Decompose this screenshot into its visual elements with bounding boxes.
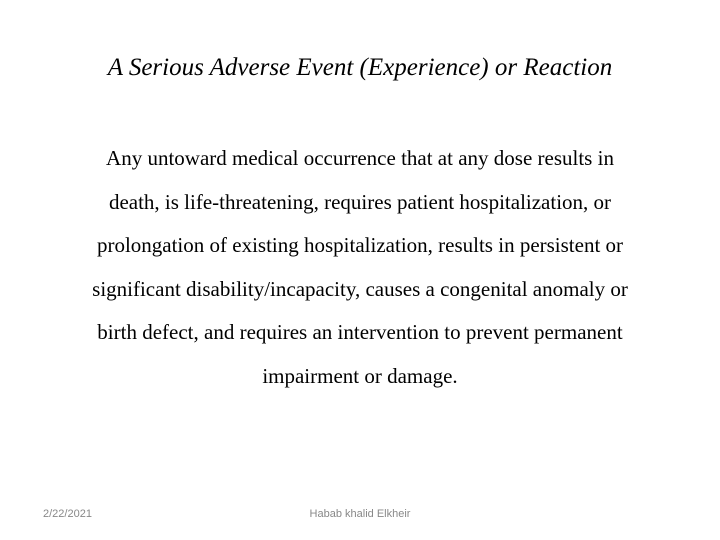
slide-body	[30, 137, 690, 398]
footer-date: 2/22/2021	[43, 508, 92, 520]
body-line: birth defect, and requires an intervention to prevent permanent	[97, 320, 623, 344]
body-line: significant disability/incapacity, causes a congenital anomaly or	[92, 276, 628, 301]
body-line: impairment or damage.	[262, 363, 458, 388]
slide-title: A Serious Adverse Event (Experience) or Reaction	[107, 54, 613, 81]
body-line: Any untoward medical occurrence that at any dose results in	[106, 146, 614, 170]
body-line: prolongation of existing hospitalization, results in persistent or	[96, 233, 624, 257]
body-line: death, is life-threatening, requires patient hospitalization, or	[108, 189, 612, 214]
footer-author: Habab khalid Elkheir	[309, 508, 411, 520]
